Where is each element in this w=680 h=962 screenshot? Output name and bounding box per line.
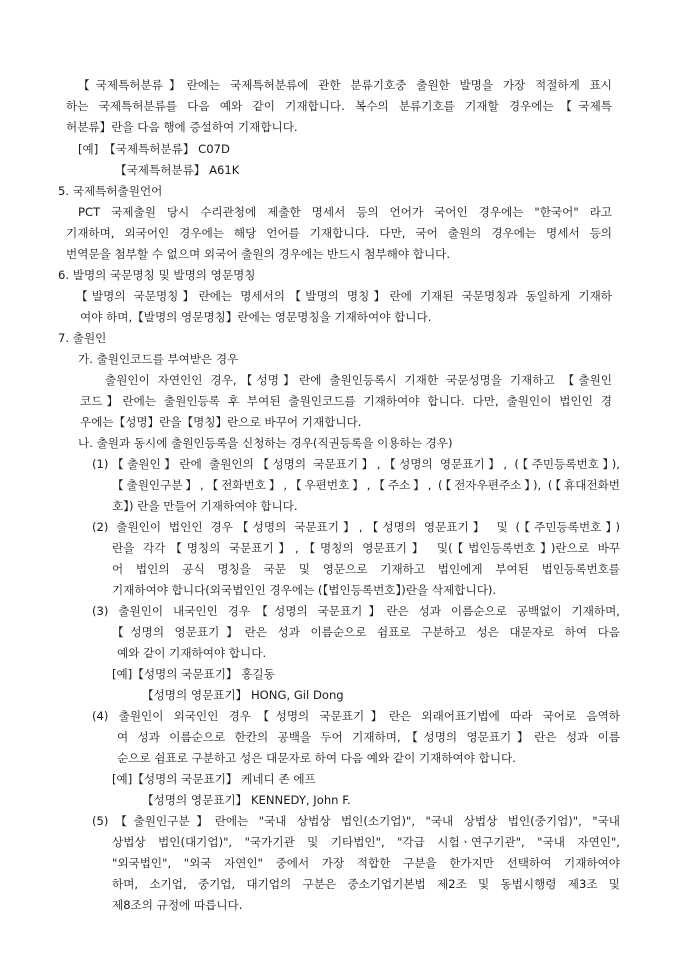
list-item-line: 하며, 소기업, 중기업, 대기업의 구분은 중소기업기본법 제2조 및 동법시행령 제3조 및 — [112, 877, 620, 891]
example-line: [예]【성명의 국문표기】 홍길동 — [112, 667, 275, 681]
list-item-line: (1)【출원인】란에 출원인의【성명의 국문표기】,【성명의 영문표기】, (【주민등록번호】), — [92, 457, 620, 471]
list-item-line: 【출원인구분】,【전화번호】,【우편번호】,【주소】, (【전자우편주소】), (【휴대전화번 — [112, 478, 620, 492]
example-line: 【성명의 영문표기】 KENNEDY, John F. — [142, 793, 351, 807]
paragraph-line: 하는 국제특허분류를 다음 예와 같이 기재합니다. 복수의 분류기호를 기재할 경우에는【국제특 — [66, 99, 612, 113]
example-line: 【성명의 영문표기】 HONG, Gil Dong — [142, 688, 344, 702]
list-item-line: (2) 출원인이 법인인 경우【성명의 국문표기】,【성명의 영문표기】 및 (【주민등록번호】) — [92, 520, 620, 534]
list-item-line: 여 성과 이름순으로 한칸의 공백을 두어 기재하며,【성명의 영문표기】란은 성과 이름 — [117, 730, 620, 744]
list-item-line: 호】) 란을 만들어 기재하여야 합니다. — [112, 499, 298, 513]
section-heading: 6. 발명의 국문명칭 및 발명의 영문명칭 — [58, 268, 256, 282]
section-heading: 7. 출원인 — [58, 331, 107, 345]
subsection-heading: 나. 출원과 동시에 출원인등록을 신청하는 경우(직권등록을 이용하는 경우) — [78, 436, 453, 450]
list-item-line: 예와 같이 기재하여야 합니다. — [117, 646, 267, 660]
list-item-line: "외국법인", "외국 자연인" 중에서 가장 적합한 구분을 한가지만 선택하여 기재하여야 — [112, 856, 620, 870]
list-item-line: 기재하여야 합니다(외국법인인 경우에는 (【법인등록번호】)란을 삭제합니다). — [112, 583, 497, 597]
paragraph-line: PCT 국제출원 당시 수리관청에 제출한 명세서 등의 언어가 국어인 경우에는 "한국어" 라고 — [78, 205, 612, 219]
list-item-line: 상법상 법인(대기업)", "국가기관 및 기타법인", "각급 시험ㆍ연구기관", "국내 자연인", — [112, 835, 620, 849]
list-item-line: 【성명의 영문표기】란은 성과 이름순으로 쉼표로 구분하고 성은 대문자로 하여 다음 — [112, 625, 620, 639]
list-item-line: (3) 출원인이 내국인인 경우【성명의 국문표기】란은 성과 이름순으로 공백없이 기재하며, — [92, 604, 620, 618]
paragraph-line: 【발명의 국문명칭】란에는 명세서의【발명의 명칭】란에 기재된 국문명칭과 동일하게 기재하 — [76, 289, 612, 303]
paragraph-line: 허분류】란을 다음 행에 증설하여 기재합니다. — [66, 120, 298, 134]
list-item-line: 란을 각각【명칭의 국문표기】,【명칭의 영문표기】 및(【법인등록번호】)란으로 바꾸 — [112, 541, 620, 555]
list-item-line: 순으로 쉼표로 구분하고 성은 대문자로 하여 다음 예와 같이 기재하여야 합니다. — [117, 751, 516, 765]
paragraph-line: 번역문을 첨부할 수 없으며 외국어 출원의 경우에는 반드시 첨부해야 합니다. — [66, 247, 451, 261]
list-item-line: 제8조의 규정에 따릅니다. — [112, 898, 243, 912]
paragraph-line: 우에는【성명】란을【명칭】란으로 바꾸어 기재합니다. — [80, 415, 362, 429]
example-line: [예] 【국제특허분류】 C07D — [78, 142, 230, 156]
paragraph-line: 【국제특허분류】란에는 국제특허분류에 관한 분류기호중 출원한 발명을 가장 적절하게 표시 — [78, 78, 612, 92]
subsection-heading: 가. 출원인코드를 부여받은 경우 — [78, 352, 239, 366]
list-item-line: (5)【출원인구분】란에는 "국내 상법상 법인(소기업)", "국내 상법상 법인(중기업)", "국내 — [92, 814, 620, 828]
paragraph-line: 여야 하며,【발명의 영문명칭】란에는 영문명칭을 기재하여야 합니다. — [80, 310, 432, 324]
paragraph-line: 기재하며, 외국어인 경우에는 해당 언어를 기재합니다. 다만, 국어 출원의 경우에는 명세서 등의 — [66, 226, 612, 240]
example-line: [예]【성명의 국문표기】 케네디 존 에프 — [112, 772, 316, 786]
paragraph-line: 코드】란에는 출원인등록 후 부여된 출원인코드를 기재하여야 합니다. 다만, 출원인이 법인인 경 — [80, 394, 612, 408]
example-line: 【국제특허분류】 A61K — [115, 163, 240, 177]
section-heading: 5. 국제특허출원언어 — [58, 184, 163, 198]
paragraph-line: 출원인이 자연인인 경우,【성명】란에 출원인등록시 기재한 국문성명을 기재하고 【출원인 — [105, 373, 612, 387]
list-item-line: (4) 출원인이 외국인인 경우【성명의 국문표기】란은 외래어표기법에 따라 국어로 음역하 — [92, 709, 620, 723]
list-item-line: 어 법인의 공식 명칭을 국문 및 영문으로 기재하고 법인에게 부여된 법인등록번호를 — [112, 562, 620, 576]
